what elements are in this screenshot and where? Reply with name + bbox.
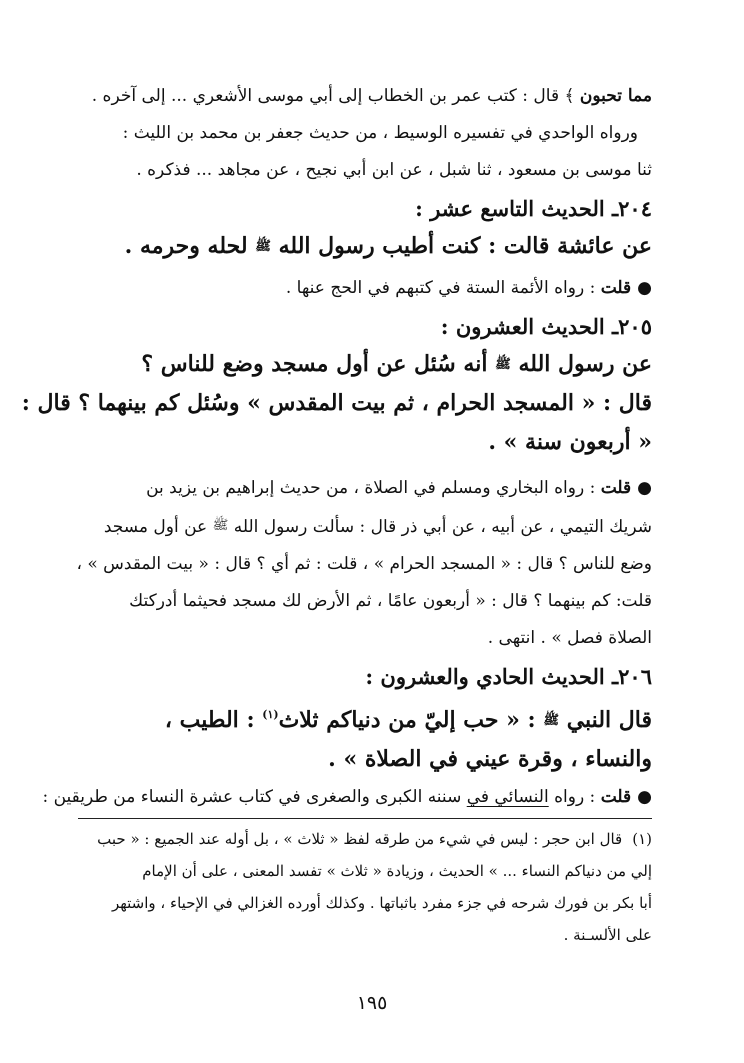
- page-content: [21, 78, 652, 951]
- note-label: قلت: [600, 787, 632, 807]
- text-line-1: [78, 78, 652, 115]
- hadith-text-206-b: : « حب إليّ من دنياكم ثلاث: [278, 707, 544, 733]
- page-number: ١٩٥: [356, 992, 388, 1014]
- bullet-icon: ●: [637, 478, 652, 498]
- note-205-line-3: وضع للناس ؟ قال : « المسجد الحرام » ، قلت : ثم أي ؟ قال : « بيت المقدس » ،: [76, 554, 652, 574]
- quran-phrase: مما تحبون: [579, 86, 652, 106]
- salawat-glyph: ﷺ: [255, 239, 271, 254]
- note-206: [42, 779, 652, 816]
- text-line-1-rest: ﴾ قال : كتب عمر بن الخطاب إلى أبي موسى الأشعري ... إلى آخره .: [91, 86, 580, 106]
- note-205-line-4: قلت: كم بينهما ؟ قال : « أربعون عامًا ، ثم الأرض لك مسجد فحيثما أدركتك: [129, 591, 652, 611]
- hadith-heading-205: ٢٠٥ـ الحديث العشرون :: [440, 314, 652, 339]
- hadith-text-205-line-2: قال : « المسجد الحرام ، ثم بيت المقدس » وسُئل كم بينهما ؟ قال :: [21, 390, 652, 416]
- hadith-text-205-line-3: « أربعون سنة » .: [488, 429, 652, 455]
- hadith-text-206-line-2: والنساء ، وقرة عيني في الصلاة » .: [328, 746, 652, 772]
- footnote-number: (١): [632, 830, 652, 848]
- bullet-icon: ●: [637, 278, 652, 298]
- note-205-line-2: [78, 507, 652, 546]
- note-205-l2-a: شريك التيمي ، عن أبيه ، عن أبي ذر قال : سألت رسول الله: [233, 517, 652, 537]
- note-206-b: سننه الكبرى والصغرى في كتاب عشرة النساء من طريقين :: [42, 787, 467, 807]
- note-205-l2-b: عن أول مسجد: [103, 517, 208, 537]
- note-204: [78, 270, 652, 307]
- note-205-line-1: [78, 470, 652, 507]
- hadith-text-206-line-1: [78, 695, 652, 740]
- hadith-text-204: [78, 227, 652, 266]
- hadith-text-204-a: عن عائشة قالت : كنت أطيب رسول الله: [278, 233, 652, 259]
- footnote-line-2: إلي من دنياكم النساء ... » الحديث ، وزيادة « ثلاث » تفسد المعنى ، على أن الإمام: [142, 862, 652, 880]
- hadith-heading-204: ٢٠٤ـ الحديث التاسع عشر :: [415, 196, 652, 221]
- note-205-line-5: الصلاة فصل » . انتهى .: [487, 628, 652, 648]
- salawat-glyph: ﷺ: [495, 357, 511, 372]
- note-206-a: : رواه: [548, 787, 601, 807]
- note-label: قلت: [600, 478, 632, 498]
- salawat-glyph: ﷺ: [212, 518, 229, 533]
- note-205-l1-rest: : رواه البخاري ومسلم في الصلاة ، من حديث إبراهيم بن يزيد بن: [146, 478, 601, 498]
- note-206-underlined: النسائي في: [466, 787, 549, 807]
- footnote-line-4: على الألسـنة .: [563, 926, 652, 944]
- note-label: قلت: [600, 278, 632, 298]
- hadith-text-204-b: لحله وحرمه .: [124, 233, 248, 259]
- bullet-icon: ●: [637, 787, 652, 807]
- hadith-text-205-b: أنه سُئل عن أول مسجد وضع للناس ؟: [141, 351, 488, 377]
- text-line-3: ثنا موسى بن مسعود ، ثنا شبل ، عن ابن أبي نجيح ، عن مجاهد ... فذكره .: [136, 160, 652, 180]
- text-line-2: ورواه الواحدي في تفسيره الوسيط ، من حديث جعفر بن محمد بن الليث :: [122, 123, 638, 143]
- footnote-ref: (١): [262, 708, 279, 721]
- footnote-line-3: أبا بكر بن فورك شرحه في جزء مفرد باثباتها . وكذلك أورده الغزالي في الإحياء ، واشتهر: [111, 894, 652, 912]
- note-204-rest: : رواه الأئمة الستة في كتبهم في الحج عنها .: [285, 278, 601, 298]
- footnote-line-1: [78, 823, 652, 855]
- hadith-text-205-a: عن رسول الله: [518, 351, 652, 377]
- hadith-text-205-line-1: [78, 345, 652, 384]
- footnote-divider: [78, 818, 652, 819]
- hadith-text-206-c: : الطيب ،: [164, 707, 263, 733]
- footnote-l1-text: قال ابن حجر : ليس في شيء من طرقه لفظ « ثلاث » ، بل أوله عند الجميع : « حبب: [97, 830, 623, 848]
- hadith-heading-206: ٢٠٦ـ الحديث الحادي والعشرون :: [365, 664, 652, 689]
- hadith-text-206-a: قال النبي: [566, 707, 652, 733]
- salawat-glyph: ﷺ: [543, 713, 560, 728]
